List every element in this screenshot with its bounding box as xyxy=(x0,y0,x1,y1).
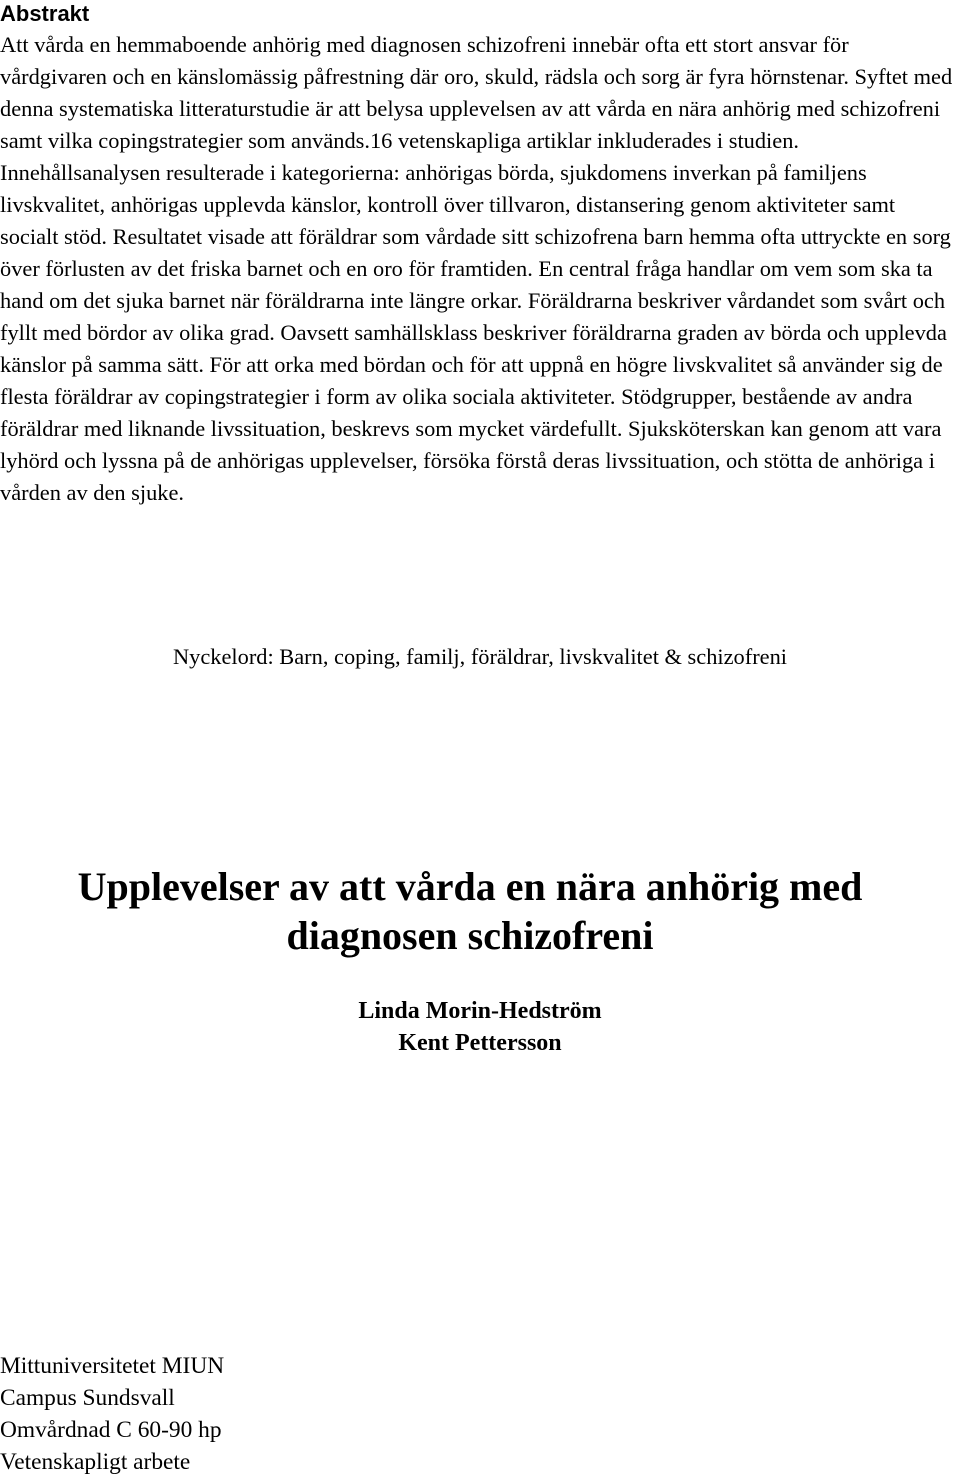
course-name: Omvårdnad C 60-90 hp xyxy=(0,1417,222,1443)
abstract-heading: Abstrakt xyxy=(0,1,90,26)
university-name: Mittuniversitetet MIUN xyxy=(0,1353,225,1379)
work-type: Vetenskapligt arbete xyxy=(0,1449,191,1475)
author-name: Linda Morin-Hedström xyxy=(358,998,602,1024)
author-name: Kent Pettersson xyxy=(398,1030,562,1056)
keywords: Nyckelord: Barn, coping, familj, föräldrar, livskvalitet & schizofreni xyxy=(172,644,788,669)
thesis-title: Upplevelser av att vårda en nära anhörig med diagnosen schizofreni xyxy=(77,864,863,958)
institution-info xyxy=(0,1350,224,1478)
campus-name: Campus Sundsvall xyxy=(0,1385,175,1411)
abstract-body: Att vårda en hemmaboende anhörig med diagnosen schizofreni innebär ofta ett stort ansvar för vårdgivaren och en känslomässig påfrestning där oro, skuld, rädsla och sorg är fyra hörnstenar. Syftet med denna systematiska litteraturstudie är att belysa upplevelsen av att vårda en nära anhörig med schizofreni samt vilka copingstrategier som används.16 vetenskapliga artiklar inkluderades i studien. Innehållsanalysen resulterade i kategorierna: anhörigas börda, sjukdomens inverkan på familjens livskvalitet, anhörigas upplevda känslor, kontroll över tillvaron, distansering genom aktiviteter samt socialt stöd. Resultatet visade att föräldrar som vårdade sitt schizofrena barn hemma ofta uttryckte en sorg över förlusten av det friska barnet och en oro för framtiden. En central fråga handlar om vem som ska ta hand om det sjuka barnet när föräldrarna inte längre orkar. Föräldrarna beskriver vårdandet som svårt och fyllt med bördor av olika grad. Oavsett samhällsklass beskriver föräldrarna graden av börda och upplevda känslor på samma sätt. För att orka med bördan och för att uppnå en högre livskvalitet så använder sig de flesta föräldrar av copingstrategier i form av olika sociala aktiviteter. Stödgrupper, bestående av andra föräldrar med liknande livssituation, beskrevs som mycket värdefullt. Sjuksköterskan kan genom att vara lyhörd och lyssna på de anhörigas upplevelser, försöka förstå deras livssituation, och stötta de anhöriga i vården av den sjuke. xyxy=(0,32,953,505)
authors xyxy=(0,995,960,1059)
